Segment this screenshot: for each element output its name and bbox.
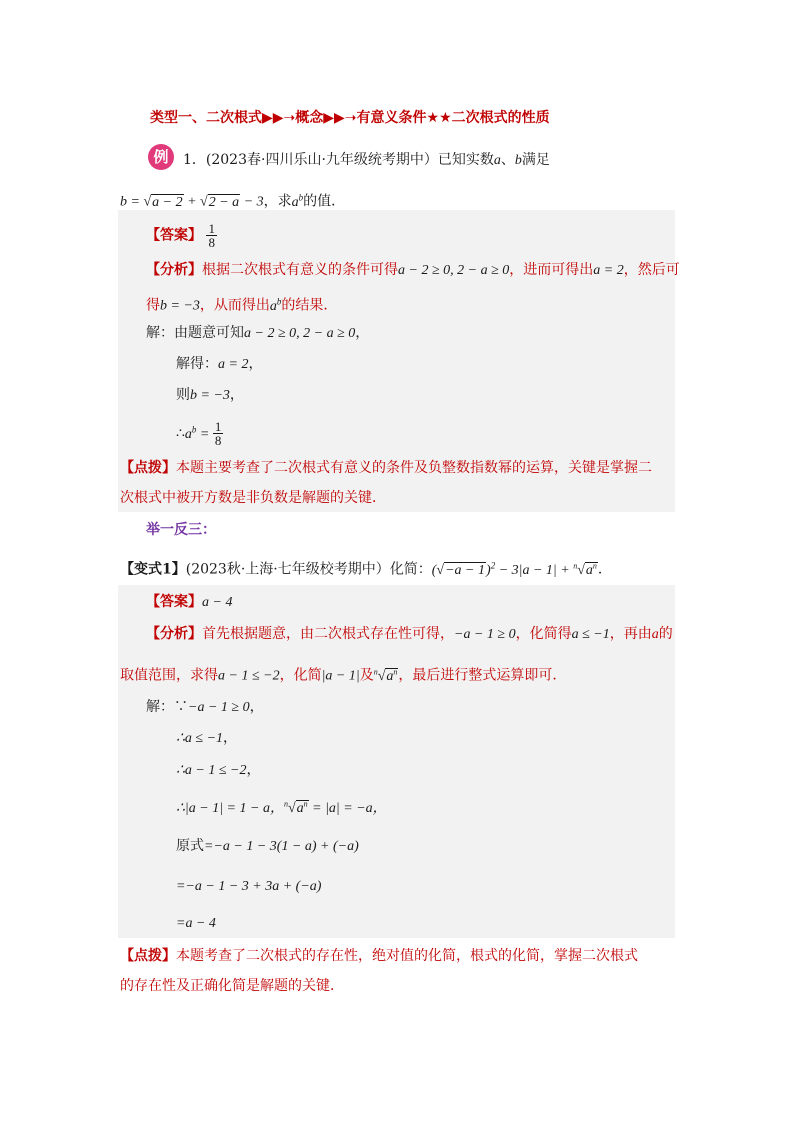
example-question-line1 [183, 150, 550, 171]
solution-text: ， [223, 730, 238, 746]
solution-text: ， [248, 356, 263, 372]
separator: 、 [500, 152, 515, 168]
title-type: 类型一、二次根式 [150, 110, 262, 126]
analysis-text: 根据二次根式有意义的条件可得 [202, 262, 398, 278]
variant-solution-line6 [176, 876, 321, 897]
example-comment-line2 [120, 488, 386, 508]
variant-heading-text: 举一反三： [146, 522, 216, 538]
arrow-icon: ▶▶➝ [323, 110, 357, 126]
solution-text: 解：∵ [146, 699, 188, 715]
answer-tag: 【答案】 [146, 594, 202, 610]
solution-math: a = 2 [218, 357, 249, 372]
question-tail: 满足 [521, 152, 550, 168]
solution-math: ∴a − 1 ≤ −2 [176, 763, 247, 778]
variant-tag: 【变式1】 [120, 561, 186, 578]
fraction-denominator: 8 [214, 433, 222, 449]
variant-question-text: (2023秋·上海·七年级校考期中）化简： [185, 561, 432, 578]
analysis-text: ，化简 [279, 667, 322, 684]
example-badge: 例 [148, 144, 174, 170]
example-solution-line3 [176, 385, 244, 406]
analysis-math: b = −3 [160, 298, 200, 314]
solution-math: =−a − 1 − 3(1 − a) + (−a) [204, 839, 359, 854]
analysis-text: ，然后可 [623, 262, 680, 278]
solution-math: ∴|a − 1| = 1 − a，$^n√a^n = |a| = -a$， [176, 799, 387, 816]
analysis-text: ，进而可得出 [509, 262, 594, 278]
solution-text: 解：由题意可知 [146, 325, 244, 341]
solution-math: $a^b$ = [184, 424, 213, 442]
analysis-text: 首先根据题意，由二次根式存在性可得， [202, 626, 454, 642]
fraction-numerator: 1 [214, 419, 222, 435]
section-title [150, 108, 550, 128]
variant-solution-line2 [176, 728, 237, 749]
question-text: 1．(2023春·四川乐山·九年级统考期中）已知实数 [183, 152, 494, 168]
variant-solution-line7 [176, 913, 216, 934]
solution-math: a − 2 ≥ 0, 2 − a ≥ 0 [244, 326, 356, 341]
solution-text: 解得： [176, 356, 218, 372]
answer-tag: 【答案】 [146, 227, 202, 244]
variant-analysis-line2 [120, 662, 566, 687]
var-a: a [493, 153, 501, 168]
fraction-denominator: 8 [208, 235, 215, 250]
example-solution-line1 [146, 323, 369, 344]
analysis-math: −a − 1 ≥ 0 [454, 627, 516, 642]
answer-math: a − 4 [202, 595, 233, 610]
power-ab: $a^b$ [291, 192, 304, 210]
variant-solution-line4 [176, 794, 387, 819]
variant-solution-line1 [146, 697, 264, 718]
analysis-text: 的 [658, 626, 673, 642]
analysis-text: ，化简得 [515, 626, 572, 642]
comment-text: 本题考查了二次根式的存在性，绝对值的化简，根式的化简，掌握二次根式 [176, 948, 638, 964]
analysis-math: $a^b$ [269, 296, 282, 314]
variant-solution-line3 [176, 760, 261, 781]
analysis-text: ，再由 [609, 626, 652, 642]
example-analysis-line1 [146, 260, 680, 281]
condition-formula: b = √a − 2 + √2 − a − 3 [120, 194, 264, 210]
comment-text: 次根式中被开方数是非负数是解题的关键． [120, 490, 386, 506]
solution-math: =a − 4 [176, 916, 216, 931]
variant-analysis-line1 [146, 624, 673, 645]
analysis-text: ，最后进行整式运算即可． [398, 667, 567, 684]
solution-text: 原式 [176, 838, 204, 854]
analysis-math: a = 2 [593, 263, 624, 278]
solution-math: ∴a ≤ −1 [176, 731, 224, 746]
example-solution-line2 [176, 354, 262, 375]
var-b: b [514, 153, 522, 168]
analysis-tag: 【分析】 [146, 626, 202, 642]
variant-comment-line1 [120, 946, 638, 966]
analysis-math: a ≤ −1 [571, 627, 610, 642]
arrow-icon: ▶▶➝ [262, 110, 296, 126]
title-concept: 概念 [295, 110, 324, 126]
answer-fraction [206, 222, 217, 249]
example-comment-line1 [120, 458, 652, 478]
analysis-text: 得 [146, 297, 160, 314]
solution-math: b = −3 [190, 388, 230, 403]
comment-tag: 【点拨】 [120, 460, 176, 476]
star-icon: ★★ [426, 110, 452, 126]
example-answer [146, 222, 217, 249]
example-solution-line4 [176, 414, 223, 450]
analysis-tag: 【分析】 [146, 262, 202, 278]
comment-text: 的存在性及正确化简是解题的关键． [120, 978, 344, 994]
analysis-text: 及 [359, 667, 374, 684]
solution-text: 则 [176, 387, 190, 403]
condition-end: 的值． [303, 193, 346, 210]
analysis-text: ，从而得出 [199, 297, 270, 314]
solution-math: −a − 1 ≥ 0 [188, 700, 250, 715]
variant-heading [146, 520, 216, 540]
comment-tag: 【点拨】 [120, 948, 176, 964]
analysis-math: a − 2 ≥ 0, 2 − a ≥ 0 [398, 263, 510, 278]
title-property: 二次根式的性质 [451, 110, 550, 126]
variant-expression: $(√-a - 1)^2 - 3|a - 1| + ^n√a^n$ [431, 560, 597, 578]
condition-tail: ，求 [263, 193, 292, 210]
comment-text: 本题主要考查了二次根式有意义的条件及负整数指数幂的运算，关键是掌握二 [176, 460, 652, 476]
variant-question-end: ． [597, 561, 612, 578]
therefore-icon: ∴ [176, 425, 185, 442]
result-fraction [213, 420, 224, 447]
solution-text: ， [246, 762, 261, 778]
analysis-math: a − 1 ≤ −2 [218, 668, 280, 684]
example-analysis-line2 [146, 291, 337, 317]
title-condition: 有意义条件 [356, 110, 427, 126]
solution-text: ， [249, 699, 264, 715]
variant-comment-line2 [120, 976, 344, 996]
solution-math: =−a − 1 − 3 + 3a + (−a) [176, 879, 322, 894]
example-question-line2 [120, 187, 345, 213]
fraction-numerator: 1 [208, 221, 215, 236]
solution-text: ， [355, 325, 370, 341]
variant-solution-line5 [176, 836, 359, 857]
analysis-math: a [651, 627, 659, 642]
analysis-text: 的结果． [281, 297, 338, 314]
analysis-math: |a − 1| [321, 668, 360, 684]
variant-answer [146, 592, 232, 613]
variant-question [120, 555, 612, 581]
analysis-math: $^n√a^n$ [373, 667, 398, 684]
analysis-text: 取值范围，求得 [120, 667, 218, 684]
solution-text: ， [229, 387, 244, 403]
